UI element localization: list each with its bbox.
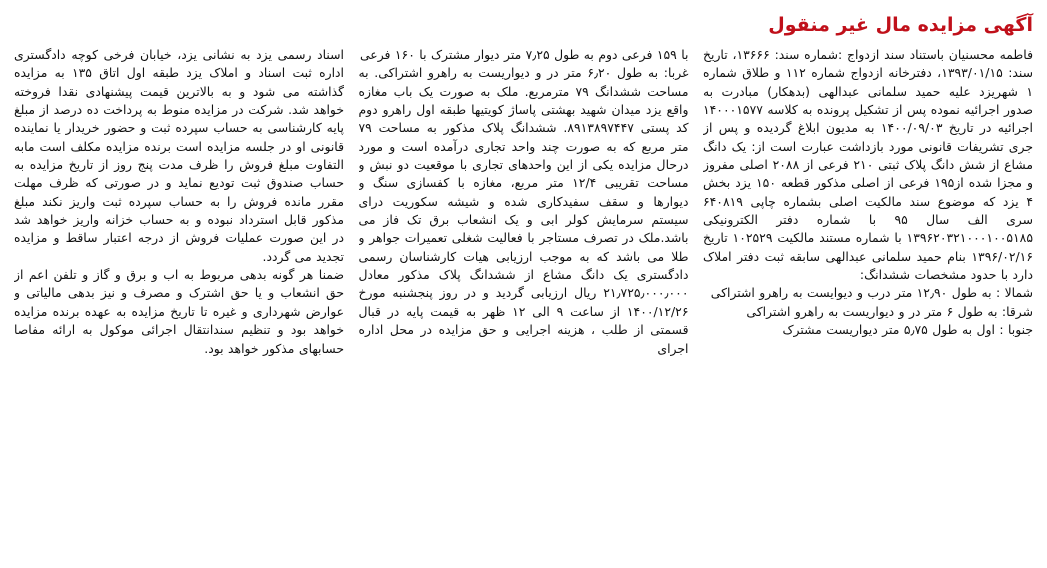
- ad-title: آگهی مزایده مال غیر منقول: [768, 14, 1033, 36]
- text-columns: [14, 46, 1033, 562]
- column-right: [703, 46, 1033, 562]
- paragraph: جنوبا : اول به طول ۵٫۷۵ متر دیواریست مشترک: [782, 322, 1033, 338]
- paragraph: ضمنا هر گونه بدهی مربوط به اب و برق و گاز و تلفن اعم از حق انشعاب و یا حق اشترک و مصرف و نیز بدهی مالیاتی و عوارض شهرداری و غیره تا تاریخ مزایده به عهده برنده مزایده خواهد بود و تنظیم سندانتقال اجرائی موکول به ارائه مفاصا حسابهای مذکور خواهد بود.: [14, 267, 344, 356]
- paragraph: شرقا: به طول ۶ متر در و دیواریست به راهرو اشتراکی: [746, 303, 1033, 319]
- paragraph: فاطمه محسنیان باستناد سند ازدواج :شماره سند: ۱۳۶۶۶، تاریخ سند: ۱۳۹۳/۰۱/۱۵، دفترخانه ازدواج شماره ۱۱۲ و طلاق شماره ۱ شهریزد علیه حمید سلمانی عبدالهی (بدهکار) مبادرت به صدور اجرائیه نموده پس از تشکیل پرونده به کلاسه ۱۴۰۰۰۱۵۷۷ اجرائیه در تاریخ ۱۴۰۰/۰۹/۰۳ به مدیون ابلاغ گردیده و پس از جری تشریفات قانونی مورد بازداشت عبارت است از: یک دانگ مشاع از شش دانگ پلاک ثبتی ۲۱۰ فرعی از ۲۰۸۸ اصلی مفروز و مجزا شده از۱۹۵ فرعی از اصلی مذکور قطعه ۱۵۰ یزد بخش ۴ یزد که موضوع سند مالکیت اصلی بشماره چاپی ۶۴۰۸۱۹ سری الف سال ۹۵ با شماره دفتر الکترونیکی ۱۳۹۶۲۰۳۲۱۰۰۰۱۰۰۵۱۸۵ با شماره مستند مالکیت ۱۰۲۵۲۹ تاریخ ۱۳۹۶/۰۲/۱۶ بنام حمید سلمانی عبدالهی سابقه ثبت دفتر املاک دارد با حدود مشخصات ششدانگ:: [703, 47, 1033, 283]
- paragraph: اسناد رسمی یزد به نشانی یزد، خیابان فرخی کوچه دادگستری اداره ثبت اسناد و املاک یزد طبقه اول اتاق ۱۳۵ به مزایده گذاشته می شود و به بالاترین قیمت پیشنهادی نقدا فروخته خواهد شد. شرکت در مزایده منوط به پرداخت ده درصد از مبلغ پایه کارشناسی به حساب سپرده ثبت و حضور خریدار یا نماینده قانونی او در جلسه مزایده است برنده مزایده مکلف است مابه التفاوت مبلغ فروش را ظرف مدت پنج روز از تاریخ مزایده به حساب صندوق ثبت تودیع نماید و در صورتی که ظرف مهلت مقرر مانده فروش را به حساب سپرده ثبت واریز نکند مبلغ مذکور قابل استرداد نبوده و به حساب خزانه واریز خواهد شد در این صورت عملیات فروش از درجه اعتبار ساقط و مزایده تجدید می گردد.: [14, 47, 344, 264]
- paragraph: شمالا : به طول ۱۲٫۹۰ متر درب و دیوایست به راهرو اشتراکی: [710, 285, 1033, 301]
- paragraph: غربا: به طول ۶٫۲۰ متر در و دیواریست به راهرو اشتراکی. به مساحت ششدانگ ۷۹ مترمربع. ملک به صورت یک باب مغازه واقع یزد میدان شهید بهشتی پاساژ کویتیها طبقه اول راهرو دوم کد پستی ۸۹۱۳۸۹۷۴۴۷. ششدانگ پلاک مذکور به مساحت ۷۹ متر مربع که به صورت چند واحد تجاری درآمده است و مورد درحال مزایده یکی از این واحدهای تجاری با موقعیت دو نبش و مساحت تقریبی ۱۲/۴ متر مربع، مغازه با کفسازی سنگ و دیوارها و سقف سفیدکاری شده و شیشه سکوریت درای سیستم سرمایش کولر ابی و یک انشعاب برق تک فاز می باشد.ملک در تصرف مستاجر با فعالیت شغلی تعمیرات جواهر و طلا می باشد که به موجب ارزیابی هیات کارشناسان رسمی دادگستری یک دانگ مشاع از ششدانگ پلاک مذکور معادل ۲۱٫۷۲۵٫۰۰۰٫۰۰۰ ریال ارزیابی گردید و در روز پنجشنبه مورخ ۱۴۰۰/۱۲/۲۶ از ساعت ۹ الی ۱۲ ظهر به قیمت پایه در قبال قسمتی از طلب ، هزینه اجرایی و حق مزایده در محل اداره اجرای: [358, 65, 689, 356]
- column-middle: [359, 46, 689, 562]
- column-left: [14, 46, 344, 562]
- paragraph: با ۱۵۹ فرعی دوم به طول ۷٫۲۵ متر دیوار مشترک با ۱۶۰ فرعی: [359, 47, 689, 62]
